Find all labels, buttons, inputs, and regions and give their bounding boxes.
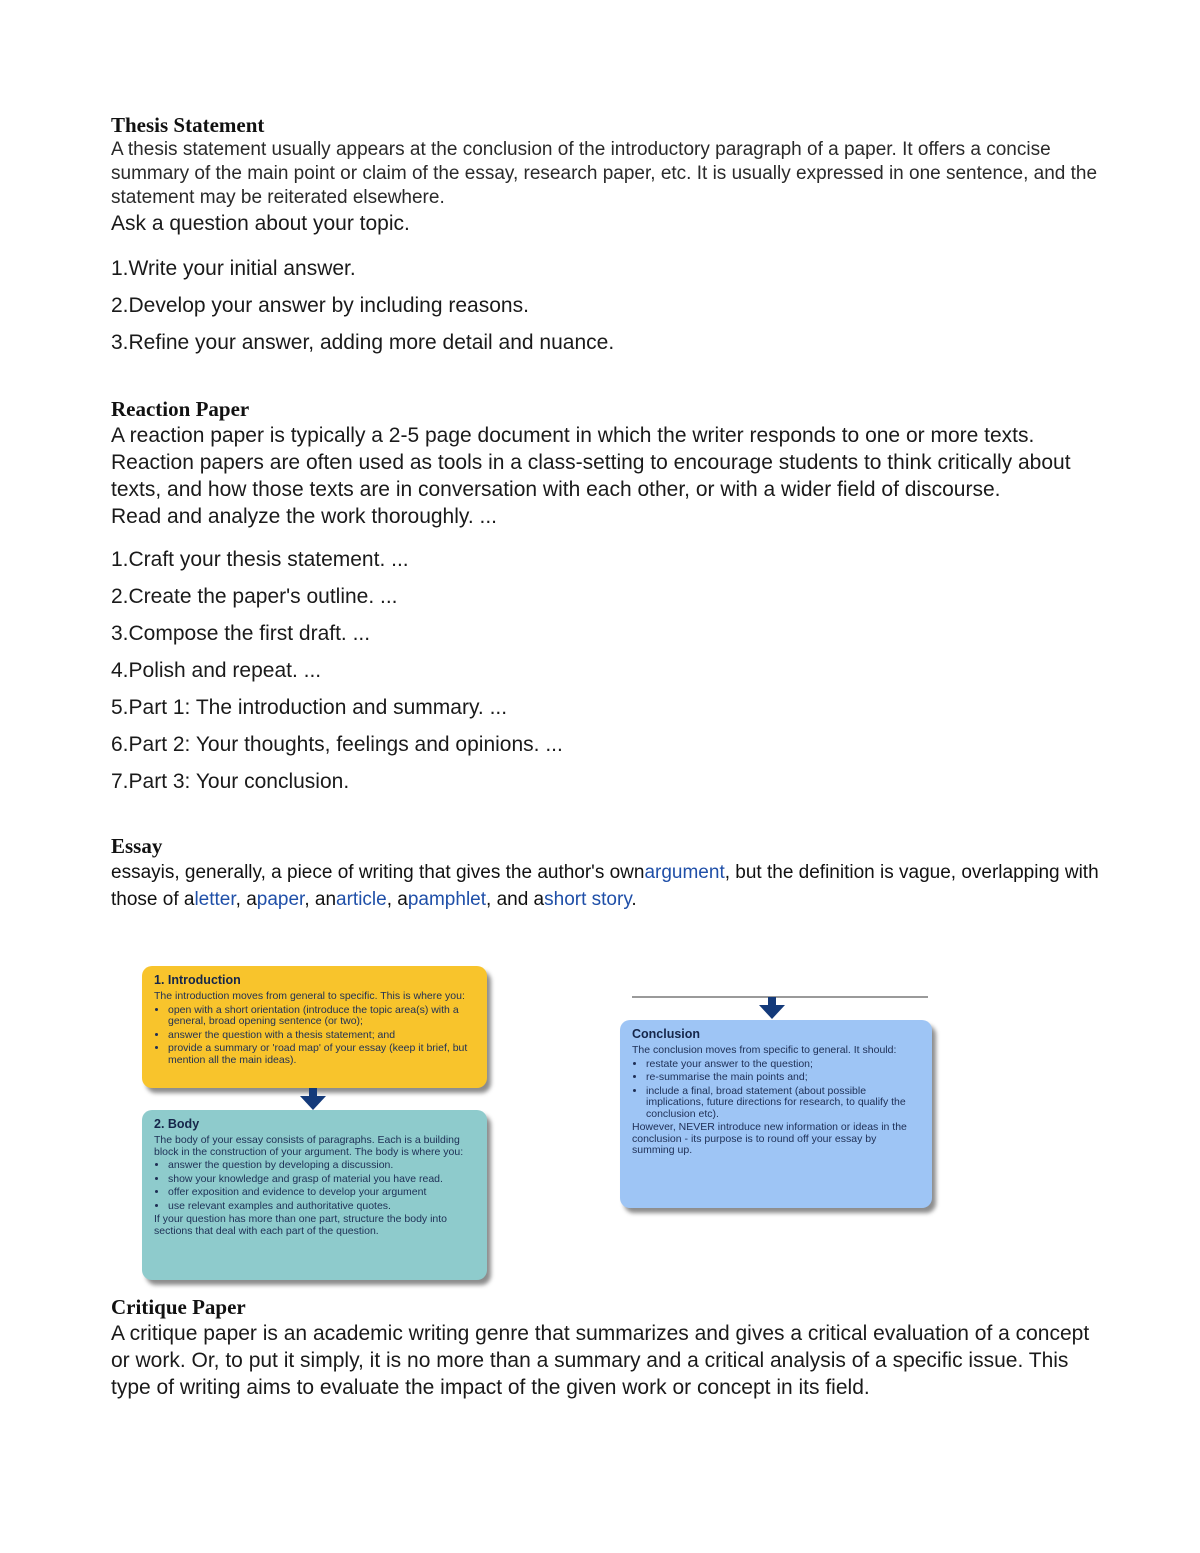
thesis-prompt: Ask a question about your topic. (111, 212, 410, 235)
link-argument[interactable]: argument (644, 862, 725, 883)
critique-heading: Critique Paper (111, 1295, 246, 1319)
reaction-step: 7.Part 3: Your conclusion. (111, 770, 350, 793)
intro-bullet: • answer the question with a thesis statement; and (168, 1030, 475, 1042)
intro-bullet: • provide a summary or 'road map' of your essay (keep it brief, but mention all the main ideas). (168, 1043, 475, 1066)
reaction-step: 6.Part 2: Your thoughts, feelings and opinions. ... (111, 733, 563, 756)
conclusion-lead: The conclusion moves from specific to general. It should: (632, 1044, 897, 1056)
reaction-step: 4.Polish and repeat. ... (111, 659, 322, 682)
essay-text: , and a (486, 889, 545, 910)
essay-text: , a (235, 889, 257, 910)
diagram-intro-box (142, 966, 487, 1088)
diagram-conclusion-box (620, 1020, 932, 1208)
critique-section (111, 1294, 1101, 1401)
body-bullet: • use relevant examples and authoritative quotes. (168, 1201, 475, 1213)
intro-title: 1. Introduction (154, 973, 241, 987)
conclusion-bullet: • re-summarise the main points and; (646, 1072, 920, 1084)
essay-body (111, 859, 1101, 913)
body-tail: If your question has more than one part, structure the body into sections that deal with each part of the question. (154, 1213, 448, 1237)
essay-text: essayis, generally, a piece of writing that gives the author's own (111, 862, 645, 883)
diagram-body-box (142, 1110, 487, 1280)
conclusion-bullet: • restate your answer to the question; (646, 1059, 920, 1071)
reaction-step: 1.Craft your thesis statement. ... (111, 548, 409, 571)
body-bullets (154, 1160, 475, 1212)
document-body (111, 112, 1101, 913)
reaction-step: 2.Create the paper's outline. ... (111, 585, 398, 608)
intro-lead: The introduction moves from general to specific. This is where you: (154, 990, 465, 1002)
reaction-step: 3.Compose the first draft. ... (111, 622, 371, 645)
link-short-story[interactable]: short story (544, 889, 632, 910)
essay-text: . (631, 889, 637, 910)
essay-text: , but the definition is vague, overlapping with those of a (111, 862, 1099, 910)
conclusion-bullets (632, 1059, 920, 1121)
intro-bullets (154, 1005, 475, 1067)
link-paper[interactable]: paper (256, 889, 305, 910)
intro-bullet: • open with a short orientation (introduce the topic area(s) with a general, broad opening sentence (or two); (168, 1005, 475, 1028)
reaction-heading: Reaction Paper (111, 397, 250, 421)
link-article[interactable]: article (336, 889, 387, 910)
essay-text: , a (386, 889, 408, 910)
down-arrow-icon (757, 997, 787, 1021)
reaction-step: 5.Part 1: The introduction and summary. ... (111, 696, 508, 719)
thesis-body: A thesis statement usually appears at the conclusion of the introductory paragraph of a paper. It offers a concise summary of the main point or claim of the essay, research paper, etc. It is usually expressed in one sentence, and the statement may be reiterated elsewhere. (111, 139, 1098, 208)
thesis-step: 1.Write your initial answer. (111, 257, 356, 280)
essay-heading: Essay (111, 834, 163, 858)
body-bullet: • answer the question by developing a discussion. (168, 1160, 475, 1172)
essay-text: , an (304, 889, 337, 910)
reaction-prompt: Read and analyze the work thoroughly. ... (111, 505, 498, 528)
thesis-heading: Thesis Statement (111, 113, 265, 137)
body-bullet: • show your knowledge and grasp of material you have read. (168, 1174, 475, 1186)
reaction-body: A reaction paper is typically a 2-5 page document in which the writer responds to one or more texts. Reaction papers are often used as tools in a class-setting to encourage students to think critically about texts, and how those texts are in conversation with each other, or with a wider field of discourse. (111, 424, 1071, 501)
thesis-step: 2.Develop your answer by including reasons. (111, 294, 529, 317)
body-title: 2. Body (154, 1117, 200, 1131)
conclusion-tail: However, NEVER introduce new information or ideas in the conclusion - its purpose is to round off your essay by summing up. (632, 1121, 907, 1156)
conclusion-bullet: • include a final, broad statement (about possible implications, future directions for research, to qualify the conclusion etc). (646, 1086, 920, 1121)
conclusion-title: Conclusion (632, 1027, 701, 1041)
body-bullet: • offer exposition and evidence to develop your argument (168, 1187, 475, 1199)
body-lead: The body of your essay consists of paragraphs. Each is a building block in the construction of your argument. The body is where you: (154, 1134, 464, 1158)
down-arrow-icon (298, 1088, 328, 1112)
critique-body: A critique paper is an academic writing genre that summarizes and gives a critical evaluation of a concept or work. Or, to put it simply, it is no more than a summary and a critical analysis of a specific issue. This type of writing aims to evaluate the impact of the given work or concept in its field. (111, 1322, 1090, 1399)
link-letter[interactable]: letter (194, 889, 236, 910)
link-pamphlet[interactable]: pamphlet (407, 889, 487, 910)
thesis-step: 3.Refine your answer, adding more detail and nuance. (111, 331, 615, 354)
